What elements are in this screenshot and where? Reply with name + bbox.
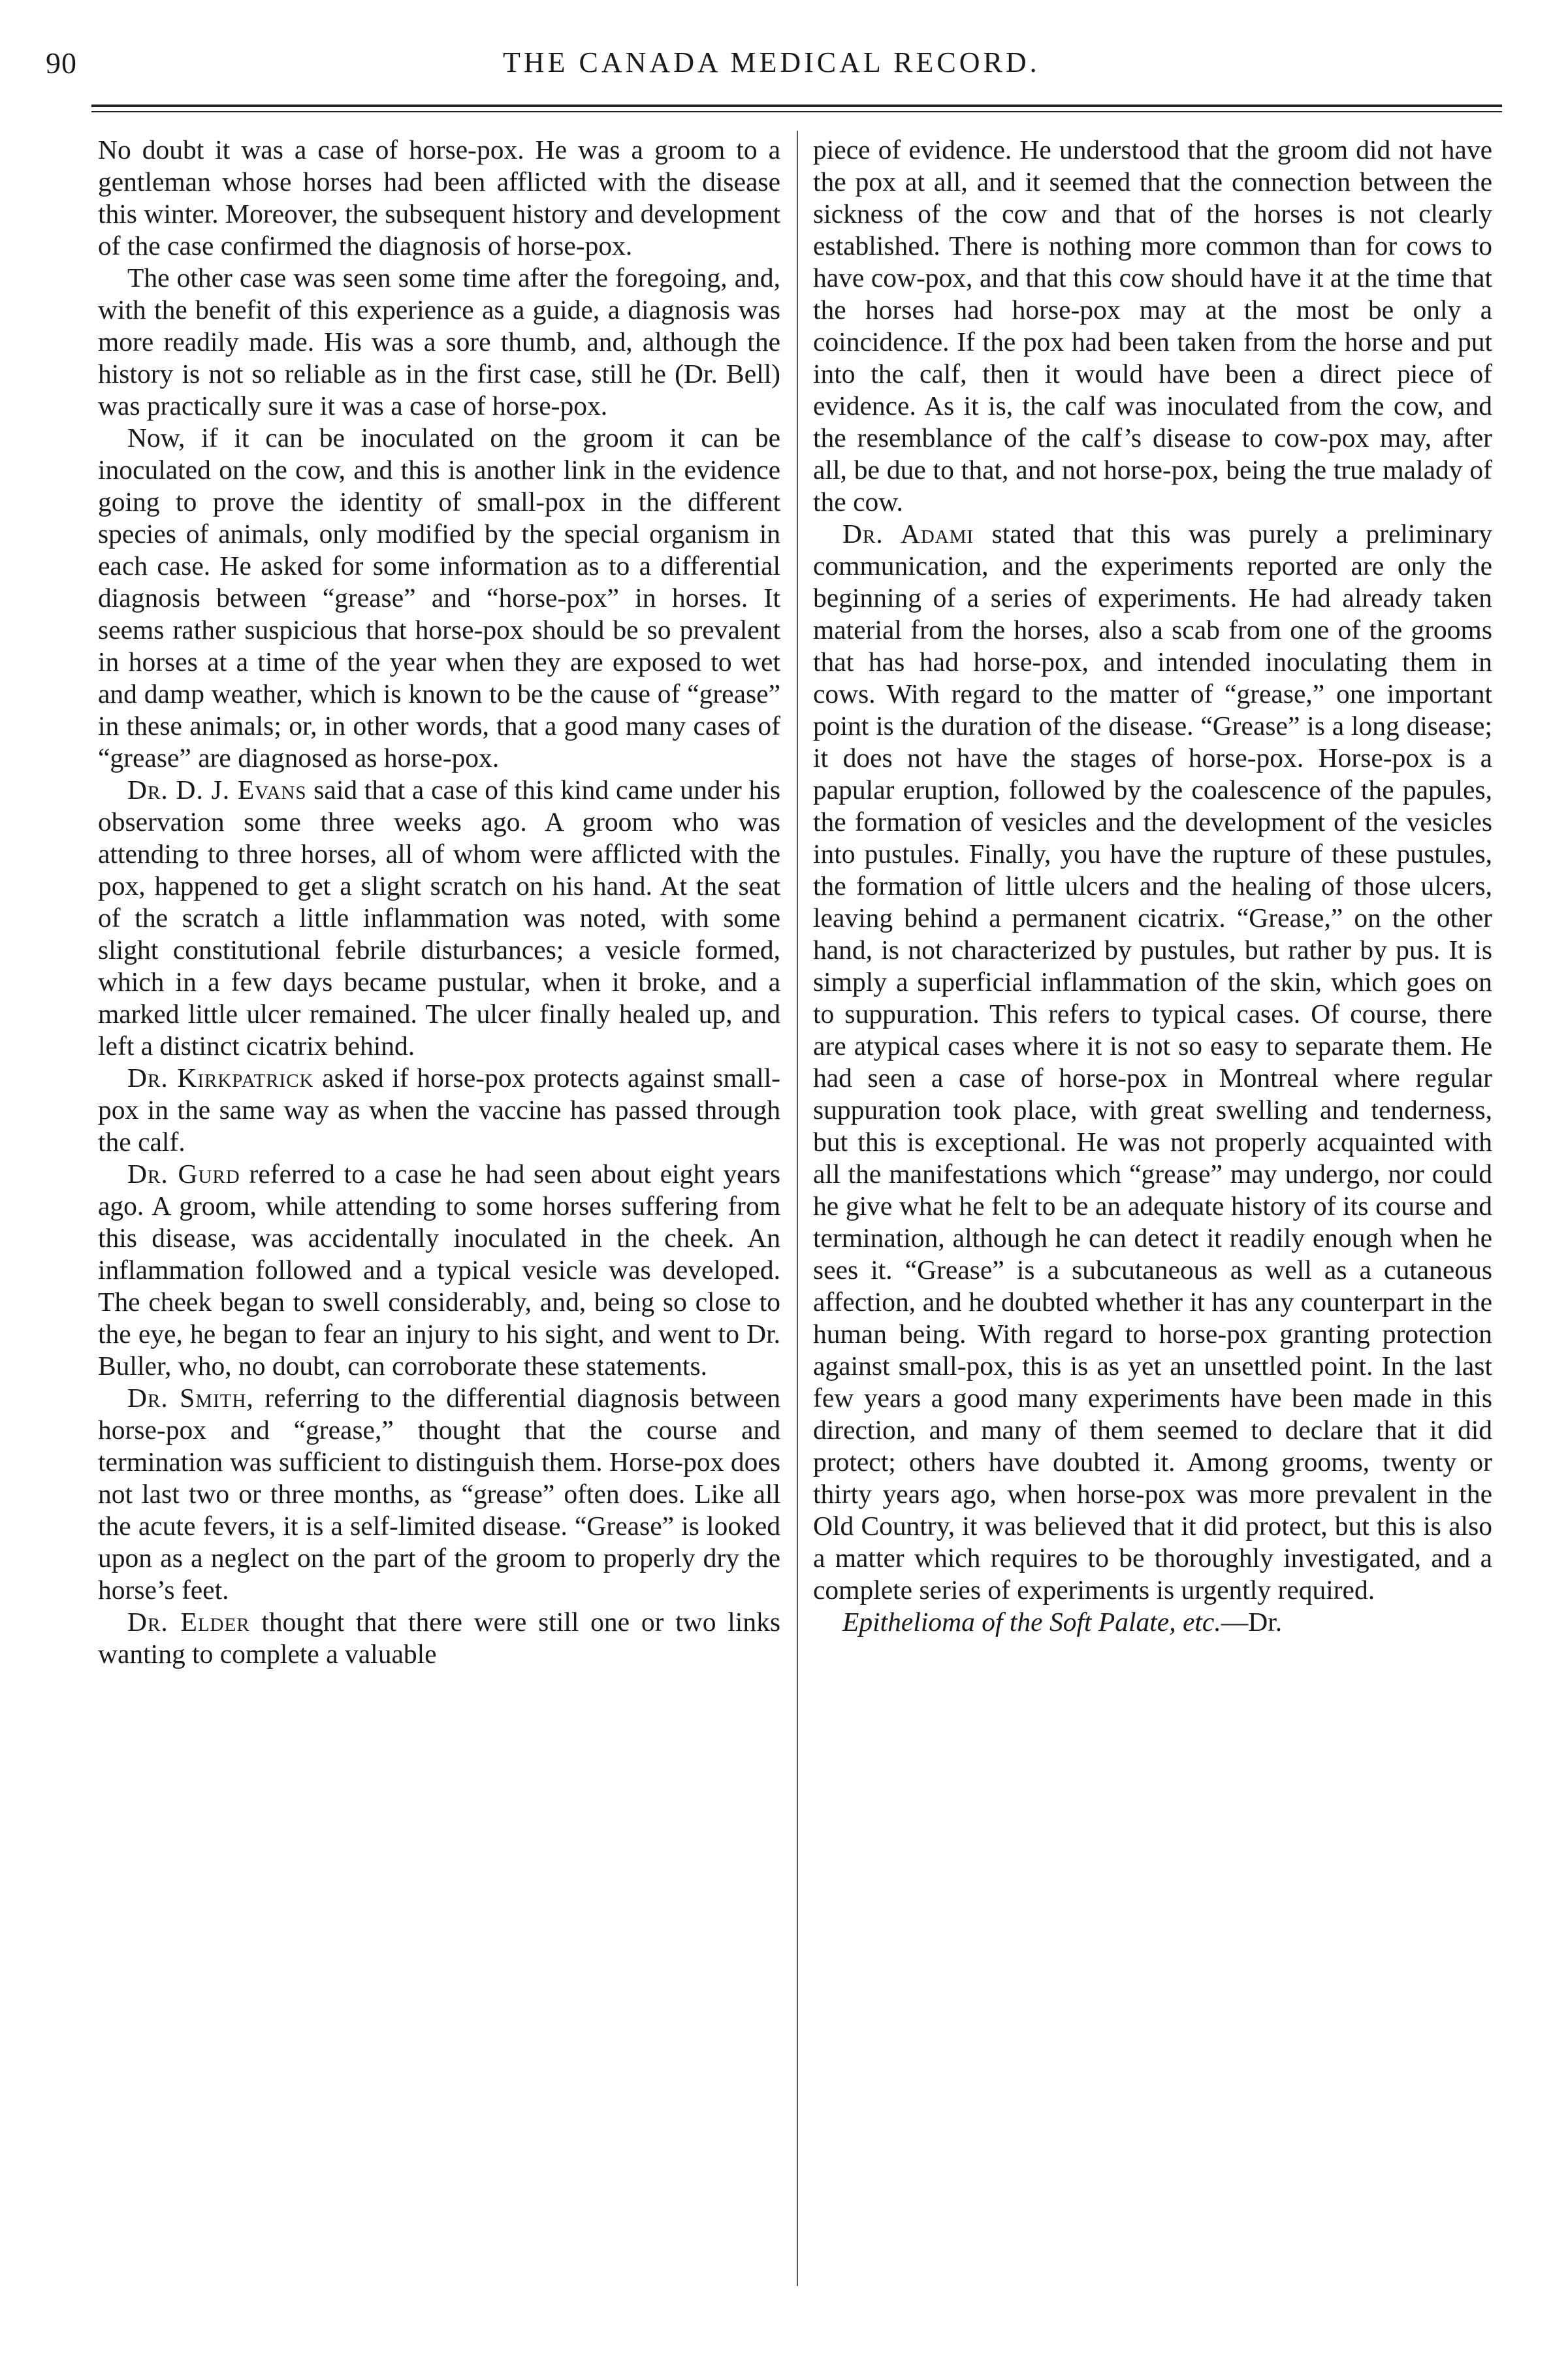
header-rule-thin [91,111,1502,112]
paragraph: No doubt it was a case of horse-pox. He was a groom to a gentleman whose horses had been afflicted with the disease this winter. Moreover, the subsequent history and development of the case confirmed the diagnosis of horse-pox. [98,135,780,261]
column-divider [797,131,798,2286]
header-rule-thick [91,105,1502,107]
paragraph-text: said that a case of this kind came under his observation some three weeks ago. A groom who was attending to three horses, all of whom were afflicted with the pox, happened to get a slight scratch on his hand. At the seat of the scratch a little inflammation was noted, with some slight constitutional febrile disturbances; a vesicle formed, which in a few days became pustular, when it broke, and a marked little ulcer remained. The ulcer finally healed up, and left a distinct cicatrix behind. [98,775,780,1061]
speaker-name: Dr. D. J. Evans [127,775,307,805]
paragraph [813,518,1492,1606]
paragraph [98,1606,780,1670]
paragraph-text: referred to a case he had seen about eight years ago. A groom, while attending to some horses suffering from this disease, was accidentally inoculated in the cheek. An inflammation followed and a typical vesicle was developed. The cheek began to swell considerably, and, being so close to the eye, he began to fear an injury to his sight, and went to Dr. Buller, who, no doubt, can corroborate these statements. [98,1159,780,1381]
paragraph: piece of evidence. He understood that the groom did not have the pox at all, and it seemed that the connection between the sickness of the cow and that of the horses is not clearly established. There is nothing more common than for cows to have cow-pox, and that this cow should have it at the time that the horses had horse-pox may at the most be only a coincidence. If the pox had been taken from the horse and put into the calf, then it would have been a direct piece of evidence. As it is, the calf was inoculated from the cow, and the resemblance of the calf’s disease to cow-pox may, after all, be due to that, and not horse-pox, being the true malady of the cow. [813,135,1492,517]
paragraph-text: asked if horse-pox protects against small-pox in the same way as when the vaccine has passed through the calf. [98,1063,781,1157]
page-number: 90 [46,46,77,80]
paragraph [98,1158,780,1382]
speaker-name: Dr. Kirkpatrick [127,1063,314,1093]
speaker-name: Dr. Adami [842,519,974,549]
speaker-name: Dr. Gurd [127,1159,240,1189]
section-heading [813,1606,1492,1638]
journal-title: THE CANADA MEDICAL RECORD. [503,46,1040,78]
paragraph-text: thought that there were still one or two links wanting to complete a valuable [98,1607,780,1669]
paragraph [98,1382,780,1606]
section-title: Epithelioma of the Soft Palate, etc. [842,1607,1221,1637]
paragraph [98,774,780,1062]
speaker-name: Dr. Smith, [127,1383,254,1413]
paragraph-text: stated that this was purely a preliminary communication, and the experiments reported are only the beginning of a series of experiments. He had already taken material from the horses, also a scab from one of the grooms that has had horse-pox, and intended inoculating them in cows. With regard to the matter of “grease,” one important point is the duration of the disease. “Grease” is a long disease; it does not have the stages of horse-pox. Horse-pox is a papular eruption, followed by the coalescence of the papules, the formation of vesicles and the development of the vesicles into pustules. Finally, you have the rupture of these pustules, the formation of little ulcers and the healing of those ulcers, leaving behind a permanent cicatrix. “Grease,” on the other hand, is not characterized by pustules, but rather by pus. It is simply a superficial inflammation of the skin, which goes on to suppuration. This refers to typical cases. Of course, there are atypical cases where it is not so easy to separate them. He had seen a case of horse-pox in Montreal where regular suppuration took place, with great swelling and tenderness, but this is exceptional. He was not properly acquainted with all the manifestations which “grease” may undergo, nor could he give what he felt to be an adequate history of its course and termination, although he can detect it readily enough when he sees it. “Grease” is a subcutaneous as well as a cutaneous affection, and he doubted whether it has any counterpart in the human being. With regard to horse-pox granting protection against small-pox, this is as yet an unsettled point. In the last few years a good many experiments have been made in this direction, and many of them seemed to declare that it did protect; others have doubted it. Among grooms, twenty or thirty years ago, when horse-pox was more prevalent in the Old Country, it was believed that it did protect, but this is also a matter which requires to be thoroughly investigated, and a complete series of experiments is urgently required. [813,519,1492,1605]
left-column [98,134,780,1670]
paragraph-text: referring to the differential diagnosis between horse-pox and “grease,” thought that the course and termination was sufficient to distinguish them. Horse-pox does not last two or three months, as “grease” often does. Like all the acute fevers, it is a self-limited disease. “Grease” is looked upon as a neglect on the part of the groom to properly dry the horse’s feet. [98,1383,780,1605]
section-author-start: —Dr. [1221,1607,1283,1637]
paragraph: The other case was seen some time after the foregoing, and, with the benefit of this experience as a guide, a diagnosis was more readily made. His was a sore thumb, and, although the history is not so reliable as in the first case, still he (Dr. Bell) was practically sure it was a case of horse-pox. [98,263,780,421]
speaker-name: Dr. Elder [127,1607,250,1637]
paragraph [98,1062,780,1158]
running-header [46,40,1482,93]
right-column [813,134,1492,1638]
paragraph: Now, if it can be inoculated on the groom it can be inoculated on the cow, and this is another link in the evidence going to prove the identity of small-pox in the different species of animals, only modified by the special organism in each case. He asked for some information as to a differential diagnosis between “grease” and “horse-pox” in horses. It seems rather suspicious that horse-pox should be so prevalent in horses at a time of the year when they are exposed to wet and damp weather, which is known to be the cause of “grease” in these animals; or, in other words, that a good many cases of “grease” are diagnosed as horse-pox. [98,423,780,773]
